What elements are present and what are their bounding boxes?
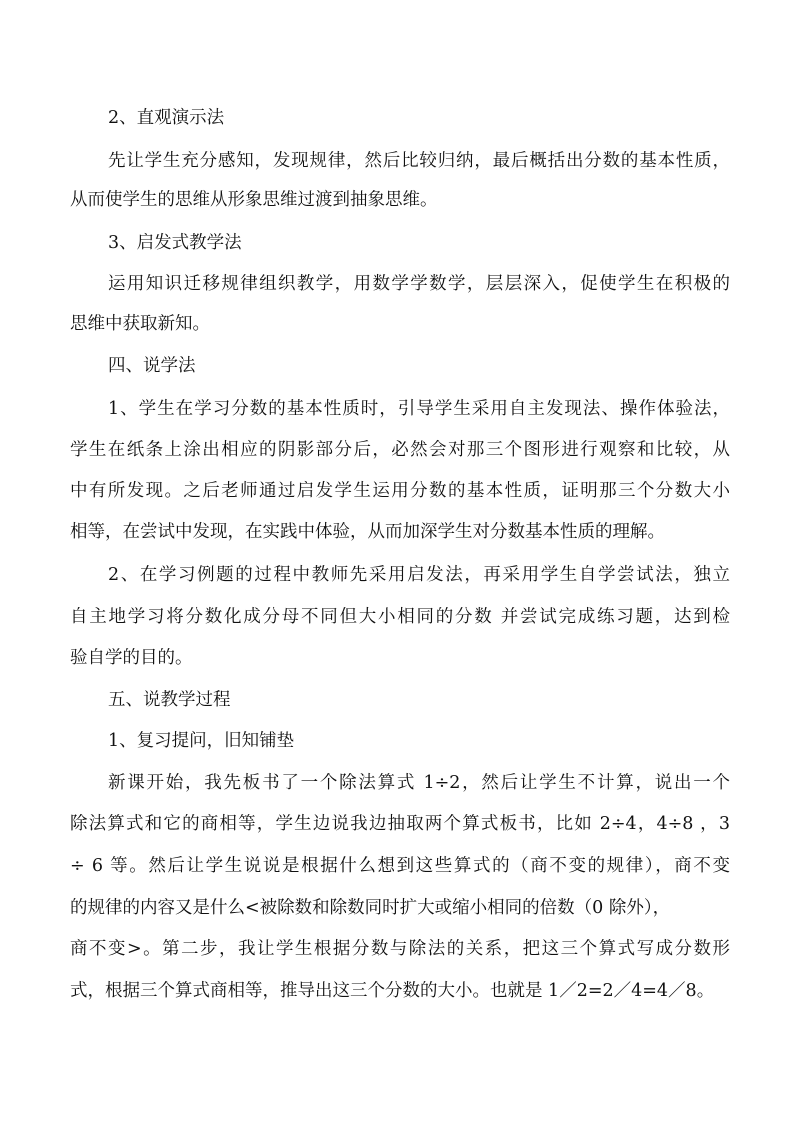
paragraph-line: 2、在学习例题的过程中教师先采用启发法，再采用学生自学尝试法，独立 [108, 565, 730, 585]
paragraph-line: 中有所发现。之后老师通过启发学生运用分数的基本性质，证明那三个分数大小 [70, 481, 730, 501]
heading-teaching-process: 五、说教学过程 [108, 690, 231, 710]
paragraph-line: 思维中获取新知。 [70, 314, 210, 334]
heading-learning-methods: 四、说学法 [108, 356, 196, 376]
paragraph-line: 运用知识迁移规律组织教学，用数学学数学，层层深入，促使学生在积极的 [108, 274, 730, 294]
paragraph-line: 除法算式和它的商相等，学生边说我边抽取两个算式板书，比如 2÷4，4÷8 ，3 [70, 814, 730, 834]
paragraph-line: 式，根据三个算式商相等，推导出这三个分数的大小。也就是 1／2=2／4=4／8。 [70, 981, 715, 1001]
paragraph-line: 商不变>。第二步，我让学生根据分数与除法的关系，把这三个算式写成分数形 [70, 939, 730, 959]
paragraph-line: 1、学生在学习分数的基本性质时，引导学生采用自主发现法、操作体验法， [108, 399, 730, 419]
subheading-review-questions: 1、复习提问，旧知铺垫 [108, 731, 295, 751]
heading-intuitive-demonstration: 2、直观演示法 [108, 108, 225, 128]
paragraph-line: ÷ 6 等。然后让学生说说是根据什么想到这些算式的（商不变的规律），商不变 [70, 856, 730, 876]
paragraph-line: 新课开始，我先板书了一个除法算式 1÷2，然后让学生不计算，说出一个 [108, 773, 730, 793]
paragraph-line: 相等，在尝试中发现，在实践中体验，从而加深学生对分数基本性质的理解。 [70, 522, 665, 542]
paragraph-line: 学生在纸条上涂出相应的阴影部分后，必然会对那三个图形进行观察和比较，从 [70, 440, 730, 460]
paragraph-line: 自主地学习将分数化成分母不同但大小相同的分数 并尝试完成练习题，达到检 [70, 607, 730, 627]
heading-heuristic-teaching: 3、启发式教学法 [108, 233, 242, 253]
paragraph-line: 验自学的目的。 [70, 648, 193, 668]
paragraph-line: 从而使学生的思维从形象思维过渡到抽象思维。 [70, 190, 438, 210]
paragraph-line: 先让学生充分感知，发现规律，然后比较归纳，最后概括出分数的基本性质， [108, 151, 730, 171]
paragraph-line: 的规律的内容又是什么<被除数和除数同时扩大或缩小相同的倍数（0 除外）， [70, 898, 671, 918]
